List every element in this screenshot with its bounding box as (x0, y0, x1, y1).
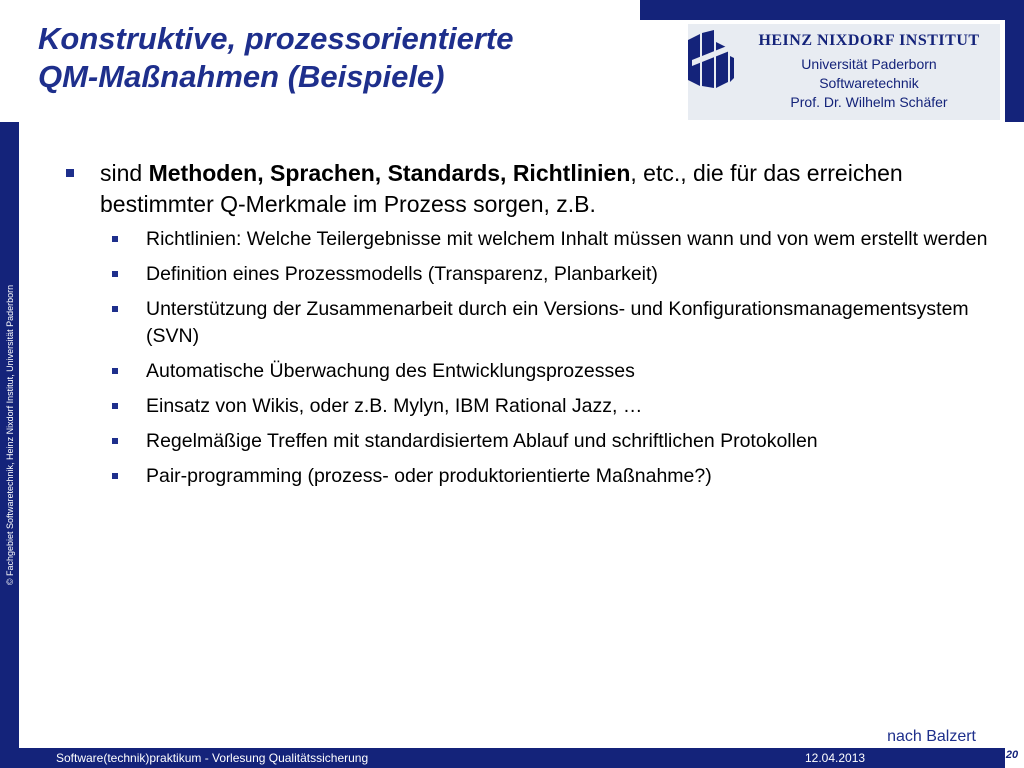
footer-course-title: Software(technik)praktikum - Vorlesung Qualitätssicherung (56, 751, 369, 765)
sub-bullet-text: Unterstützung der Zusammenarbeit durch ein Versions- und Konfigurationsmanagementsystem (SVN) (146, 298, 969, 347)
bullet-square-icon (112, 271, 118, 277)
source-footnote: nach Balzert (887, 728, 976, 745)
header-right-strip (1005, 0, 1024, 122)
slide-content (66, 158, 986, 498)
sub-bullet-list (112, 226, 986, 490)
bullet-square-icon (112, 473, 118, 479)
university-logo-icon (688, 30, 734, 90)
sub-bullet-text: Automatische Überwachung des Entwicklungsprozesses (146, 360, 635, 382)
main-bullet-bold: Methoden, Sprachen, Standards, Richtlinien (148, 160, 631, 186)
slide-title-line-2: QM-Maßnahmen (Beispiele) (38, 59, 445, 94)
sub-bullet (112, 393, 992, 420)
sub-bullet-text: Definition eines Prozessmodells (Transparenz, Planbarkeit) (146, 263, 658, 285)
bullet-square-icon (112, 236, 118, 242)
sub-bullet-text: Richtlinien: Welche Teilergebnisse mit welchem Inhalt müssen wann und von wem erstellt werden (146, 228, 988, 250)
institute-logo-block (688, 24, 1000, 120)
slide-title (38, 20, 658, 96)
bullet-square-icon (112, 306, 118, 312)
sub-bullet (112, 358, 992, 385)
copyright-vertical (0, 122, 19, 748)
footer-bar (19, 748, 1005, 768)
institute-professor: Prof. Dr. Wilhelm Schäfer (790, 94, 948, 110)
sub-bullet (112, 296, 992, 350)
bullet-square-icon (112, 438, 118, 444)
main-bullet-prefix: sind (100, 160, 149, 186)
sub-bullet (112, 226, 992, 253)
institute-department: Softwaretechnik (819, 75, 919, 91)
institute-university: Universität Paderborn (801, 56, 937, 72)
copyright-text: © Fachgebiet Softwaretechnik, Heinz Nixdorf Institut, Universität Paderborn (4, 284, 15, 586)
sub-bullet-text: Regelmäßige Treffen mit standardisiertem Ablauf und schriftlichen Protokollen (146, 430, 818, 452)
sub-bullet (112, 428, 992, 455)
sub-bullet (112, 261, 992, 288)
footer-date: 12.04.2013 (805, 751, 866, 765)
sub-bullet (112, 463, 992, 490)
bullet-square-icon (112, 403, 118, 409)
sub-bullet-text: Pair-programming (prozess- oder produktorientierte Maßnahme?) (146, 465, 712, 487)
header-top-band (640, 0, 1024, 20)
main-bullet (66, 158, 986, 220)
sub-bullet-text: Einsatz von Wikis, oder z.B. Mylyn, IBM Rational Jazz, … (146, 395, 643, 417)
bullet-square-icon (66, 169, 74, 177)
bullet-square-icon (112, 368, 118, 374)
slide-title-line-1: Konstruktive, prozessorientierte (38, 21, 514, 56)
page-number: 20 (1005, 749, 1019, 761)
institute-name: HEINZ NIXDORF INSTITUT (758, 32, 980, 49)
main-bullet-suffix: , etc., die für das erreichen bestimmter Q-Merkmale im Prozess sorgen, z.B. (100, 160, 903, 217)
